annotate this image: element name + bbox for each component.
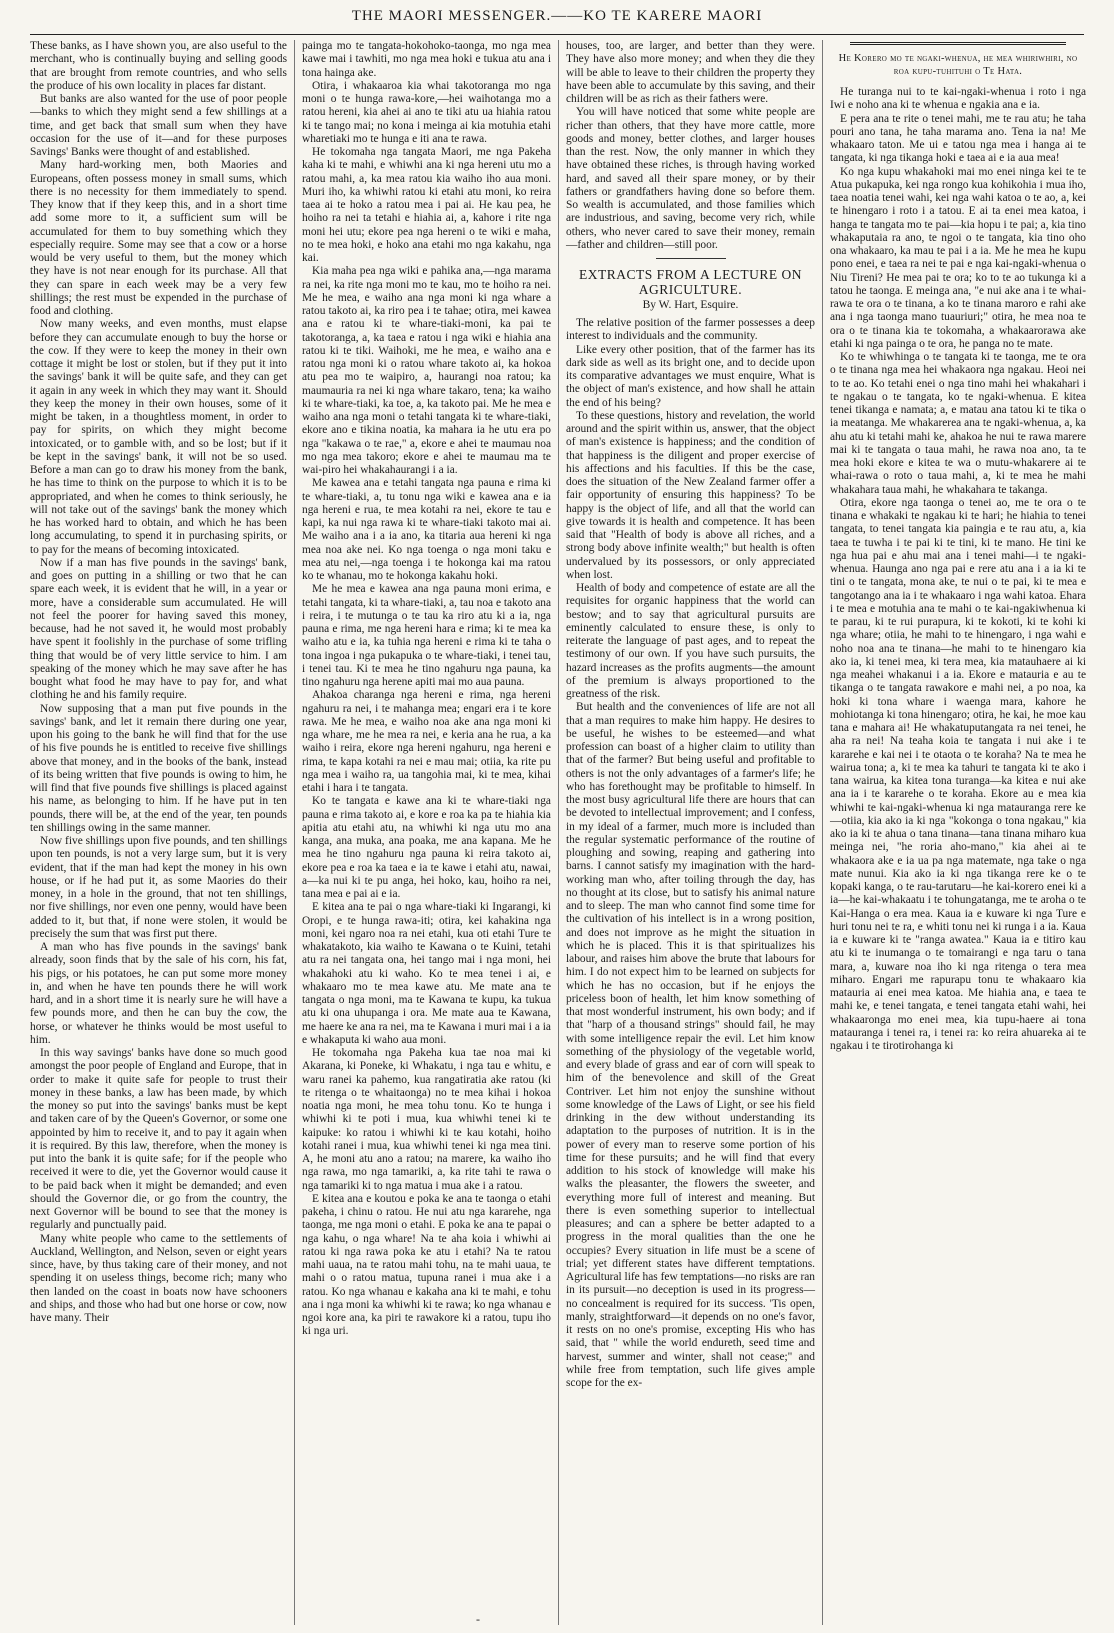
paragraph: He tokomaha nga tangata Maori, me nga Pakeha kaha ki te mahi, e whiwhi ana ki nga hereni utu mo a ratou mahi, a, ka mea ratou kia waiho iho aua moni. Muri iho, ka whiwhi ratou ki etahi atu moni, ko reira taea ai te hoko a ratou mea i pai ai. He kau pea, he hoiho ra nei ta tetahi e hiahia ai, a, kahore i rite nga moni hei utu; ekore pea nga hereni o te wiki e maha, no te mea hoki, e hoko ana etahi mo nga kakahu, nga kai. [302, 146, 551, 264]
paragraph: But banks are also wanted for the use of poor people—banks to which they might send a few shillings at a time, and get back that small sum when they have occasion for the use of it—and for these purposes Savings' Banks were thought of and established. [30, 93, 287, 158]
paragraph: Many hard-working men, both Maories and Europeans, often possess money in small sums, which there is no necessity for them immediately to spend. They know that if they keep this, and in a short time add some more to it, a sufficient sum will be accumulated for them to buy something which they especially require. Some may see that a cow or a horse would be very useful to them, but the money which they have is not near enough for its purchase. All that they can spare in each week may be a very few shillings; the rest must be expended in the purchase of food and clothing. [30, 159, 287, 317]
heading-rule [850, 42, 1066, 45]
paragraph: E kitea ana e koutou e poka ke ana te taonga o etahi pakeha, i chinu o ratou. He nui atu nga kararehe, nga taonga, me nga moni o etahi. E poka ke ana te papai o nga kahu, o nga whare! Na te aha koia i whiwhi ai ratou ki nga rawa poka ke atu i etahi? Na te ratou mahi uaua, na te ratou mahi tohu, na te mahi uaua, te mahi o o ratou matua, tupuna ranei i mua ake i a ratou. Ko nga whanau e kakaha ana ki te mahi, e tohu ana i nga moni ka whiwhi ki te rawa; ko nga whanau e ngoi kore ana, ka piri te rawakore ki a ratou, tupu iho ki nga uri. [302, 1192, 551, 1338]
paragraph: In this way savings' banks have done so much good amongst the poor people of England and Europe, that in order to make it quite safe for people to trust their money in these banks, a law has been made, by which the money so put into the savings' banks must be kept and taken care of by the Queen's Governor, or some one appointed by him to receive it, and to pay it again when it is required. By this law, therefore, when the money is put into the bank it is quite safe; for if the people who received it were to die, yet the Governor would cause it to be paid back when it might be demanded; and even should the Governor die, or go from the country, the next Governor will be bound to see that the money is regularly and punctually paid. [30, 1047, 287, 1232]
paragraph: He turanga nui to te kai-ngaki-whenua i roto i nga Iwi e noho ana ki te whenua e ngakia ana e ia. [830, 86, 1086, 112]
column-1-english-savings-banks [30, 40, 294, 1625]
maori-lecture-body [830, 86, 1086, 1053]
column-3-english-lecture [558, 40, 822, 1625]
paragraph: E kitea ana te pai o nga whare-tiaki ki Ingarangi, ki Oropi, e te hunga rawa-iti; otira, kei kahakina nga moni, kei ngaro noa ra nei etahi, kua oti etahi Ture te whakatakoto, kia waiho te Kawana o te Kuini, tetahi atu ra nei tangata ona, hei tango mai i nga moni, hei whakahoki atu ki waho. Ko te mea tenei i ai, e whakaaro mo te mea kawe atu. Me mate ana te tangata o nga moni, ma te Kawana te kupu, ka tukua atu ki ona uhupanga i ora. Me mate aua te Kawana, me haere ke ana ra nei, ma te Kawana i muri mai i a ia e whakaputa ki waho aua moni. [302, 901, 551, 1046]
paragraph: E pera ana te rite o tenei mahi, me te rau atu; he taha pouri ano tana, he taha marama ano. Tena ia na! Me whakaaro taton. Me ui e tatou nga mea i hanga ai te tangata, ki nga tikanga hoki e taea ai e ia aua mea! [830, 112, 1086, 165]
paragraph: Me kawea ana e tetahi tangata nga pauna e rima ki te whare-tiaki, a, tu tonu nga wiki e kawea ana e ia nga hereni e rua, te mea kotahi ra nei, ekore te tau e kapi, ka nui nga rawa ki te whare-tiaki takoto mai ai. Me waiho ana i a ia ano, ka titaria aua hereni ki nga mea noa ake nei. Ko nga toenga o nga moni taku e mea atu nei,—nga toenga i te hokonga kai ma ratou ko te whanau, mo te hokonga kakahu hoki. [302, 477, 551, 582]
paragraph: But health and the conveniences of life are not all that a man requires to make him happy. He desires to be useful, he wishes to be esteemed—and what profession can boast of a higher claim to utility than that of the farmer? But being useful and profitable to others is not the only advantages of a farmer's life; he who has forethought may be profitable to himself. In the most busy agricultural life there are hours that can be devoted to intellectual improvement; and I confess, in my ideal of a farmer, much more is included than the regular systematic performance of the routine of ploughing and sowing, reaping and gathering into barns. I cannot satisfy my imagination with the hard-working man who, after toiling through the day, has no thought at its close, but to satisfy his animal nature and to sleep. The man who cannot find some time for the cultivation of his intellect is in a wrong position, and does not improve as he might the situation in which he is placed. This it is that spiritualizes his labour, and raises him above the brute that labours for him. I do not expect him to be learned on subjects for which he has no occasion, but if he enjoys the priceless boon of health, let him know something of that most wonderful instrument, his own body; and if that "harp of a thousand strings" should fail, he may with some intelligence repair the evil. Let him know something of the physiology of the vegetable world, and every blade of grass and ear of corn will speak to him of the benevolence and skill of the Great Contriver. Let him not enjoy the sunshine without some knowledge of the Laws of Light, or see his field drinking in the dew without understanding its adaptation to the purposes of nutrition. It is in the power of every man to reserve some portion of his time for these pursuits; and he will find that every addition to his stock of knowledge will make his walks the pleasanter, the flowers the sweeter, and everything more full of interest and meaning. But there is even something superior to intellectual pleasures; and can a sphere be better adapted to a progress in the moral qualities than the one he occupies? Every situation in life must be a scene of trial; yet different states have different temptations. Agricultural life has few temptations—no risks are ran in its pursuit—no deception is used in its progress—no concealment is required for its success. 'Tis open, manly, straightforward—it depends on no one's favor, it rests on no one's promise, excepting His who has said, that " while the world endureth, seed time and harvest, summer and winter, shall not cease;" and while free from temptation, such life gives ample scope for the ex- [566, 701, 815, 1389]
paragraph: Many white people who came to the settlements of Auckland, Wellington, and Nelson, seven or eight years since, have, by thus taking care of their money, and not spending it on useless things, become rich; many who then landed on the coast in boats now have schooners and ships, and those who had but one horse or cow, now have many. Their [30, 1232, 287, 1324]
footer-mark: - [476, 1612, 480, 1626]
lecture-byline: By W. Hart, Esquire. [642, 299, 739, 311]
paragraph: Health of body and competence of estate are all the requisites for organic happiness that the world can bestow; and to say that agricultural pursuits are eminently calculated to ensure these, is only to reiterate the language of past ages, and to repeat the testimony of our own. If you have such pursuits, the hazard increases as the profits augments—the amount of the premium is always proportioned to the greatness of the risk. [566, 582, 815, 700]
paragraph: houses, too, are larger, and better than they were. They have also more money; and when they die they will be able to leave to their children the property they have been able to accumulate by this saving, and their children will be as rich as their fathers were. [566, 40, 815, 105]
paragraph: Otira, ekore nga taonga o tenei ao, me te ora o te tinana e whakaki te ngakau ki te hari; he hiahia to tenei tangata, to tenei tangata kia paingia e te rau atu, a, kia taea te tuwha i te pai ki te tini, ki te mano. He tini ke nga hua pai e ahu mai ana i tenei mahi—i te ngaki-whenua. Haunga ano nga pai e rere atu ana i a ia ki te tini o te tangata, mona ake, te nui o te pai, ki te mea e tangotango ana ia i te whakaaro i nga wahi katoa. Ehara i te mea e motuhia ana te mahi o te kai-ngakiwhenua ki te parau, ki te rui purapura, ki te kokoti, ki te kohi ki nga whare; otiia, he mahi to te hinengaro, i nga wahi e noho noa ana te tinana—he mahi to te hinengaro kia ako ia, ki tenei mea, ki tera mea, kia matauhaere ai ki nga meahei whakanui i a ia. Ekore e matauria e au te tikanga o te tangata rawakore e mahi nei, a po noa, ka hoki ki tona whare i waenga mara, kahore he mohiotanga ki tona hinengaro; otira, he kai, he moe kau tana e mahara ai! He whakatuputangata ra nei tenei, he aha ra nei! Na teaha koia te tangata i nui ake i te kararehe e kai nei i te otaota o te koraha? Na te mea he wairua tona; a, ki te mea ka tahuri te tangata ki te ako i tana wairua, ka kitea tona turanga—ka kitea e nui ake ana ia i te kararehe o te koraha. Ekore au e mea kia whiwhi te kai-ngaki-whenua ki nga matauranga rere ke—otiia, kia ako ia ki nga "kokonga o tona ngakau," kia ako ia ki te ahua o tana tinana—tana tinana miharo kua meinga nei, "he roria aho-mano," kia ahei ai te whakaora ake e ia ua pa nga matemate, nga take o nga mate nunui. Kia ako ia ki nga tikanga rere ke o te kopaki kanga, o te rau-tarutaru—he kai-korero enei ki a ia—he kai-whakaatu i te tohungatanga, me te aroha o te Kai-Hanga o era mea. Kaua ia e kuware ki nga Ture e huri tonu nei te ra, e whiti tonu nei ki runga i a ia. Kaua ia e kuware ki te "ranga awatea." Kaua ia e titiro kau atu ki te inumanga o te tomairangi e nga taru o tana mara, a, kuware noa iho ki nga ritenga o tera mea miharo. Engari me rapurapu tonu te whakaaro kia matauria ai enei mea katoa. Me hiahia ana, e taea te mahi ke, e tenei tangata, e tenei tangata etahi wahi, hei whakaaronga mo enei mea, kia tupu-haere ai tona matauranga i tenei ra, i tenei ra: ko reira ahuareka ai te ngakau i te tirotirohanga ki [830, 496, 1086, 1052]
paragraph: Now supposing that a man put five pounds in the savings' bank, and let it remain there during one year, upon his going to the bank he will find that for the use of his five pounds he is entitled to receive five shillings above that money, and in the books of the bank, instead of its being written that five pounds is owing to him, he will find that five pounds five shillings is placed against his name, as belonging to him. If he have put in ten pounds, there will be, at the end of the year, ten pounds ten shillings owing in the same manner. [30, 702, 287, 834]
paragraph: To these questions, history and revelation, the world around and the spirit within us, answer, that the object of man's existence is happiness; and the condition of that happiness is the diligent and proper exercise of his affections and his faculties. If this be the case, does the situation of the New Zealand farmer offer a fair opportunity of ensuring this happiness? To be happy is the object of life, and all that the world can give towards it is health and competence. It has been said that "Health of body is above all riches, and a strong body above infinite wealth;" but health is often undervalued by its possessors, or only appreciated when lost. [566, 409, 815, 581]
paragraph: Kia maha pea nga wiki e pahika ana,—nga marama ra nei, ka rite nga moni mo te kau, mo te hoiho ra nei. Me he mea, e waiho ana nga moni ki nga whare a ratou takoto ai, ka riro pea i te tahae; otira, mei kawea ana e ratou ki te whare-tiaki-moni, ka pai te takotoranga, a, ka taea e ratou i nga wiki e hiahia ana ratou ki te tiki. Waihoki, me he mea, e waiho ana e ratou nga moni ki o ratou whare takoto ai, ka hokoa atu pea mo te waipiro, a, haurangi noa ratou; ka maumauria ra nei ki nga whare takaro, tena; ka waiho ki te whare-tiaki, ka toe, a, ka takoto pai. Me he mea e waiho ana nga moni o tetahi tangata ki te whare-tiaki, ekore ano e tikina noatia, ka mahara ia he utu era po nga "kakawa o te rae," a, ekore e ahei te maumau noa mo nga mea takoro; ekore e ahei te maumau ma te wai-piro hei whakahaurangi i a ia. [302, 265, 551, 476]
paragraph: These banks, as I have shown you, are also useful to the merchant, who is continually buying and selling goods that are brought from remote countries, and who sells the produce of his own locality in places far distant. [30, 40, 287, 92]
paragraph: Like every other position, that of the farmer has its dark side as well as its bright one, and to decide upon its comparative advantages we must enquire, What is the object of man's existence, and how shall he attain the end of his being? [566, 343, 815, 409]
column-2-maori-savings-banks [294, 40, 558, 1625]
paragraph: painga mo te tangata-hokohoko-taonga, mo nga mea kawe mai i tawhiti, mo nga mea hoki e tukua atu ana i tona hainga ake. [302, 40, 551, 79]
savings-banks-continuation [566, 40, 815, 252]
paragraph: Ahakoa charanga nga hereni e rima, nga hereni ngahuru ra nei, i te mahanga mea; engari era i te kore rawa. Me he mea, e waiho noa ake ana nga moni ki nga whare, me he mea ra nei, e keria ana he rua, a ka waiho i reira, ekore nga hereni ngahuru, nga hereni e rima, te kapa kotahi ra nei e mau mai; otiia, ka rite pu nga mea i waiho ra, ua tangohia mai, ki te mea, kihai etahi i hara i te tangata. [302, 689, 551, 794]
paragraph: The relative position of the farmer possesses a deep interest to individuals and the community. [566, 317, 815, 343]
lecture-headline: EXTRACTS FROM A LECTURE ON AGRICULTURE. [578, 267, 803, 297]
paragraph: Ko te tangata e kawe ana ki te whare-tiaki nga pauna e rima takoto ai, e kore e roa ka pa te hiahia kia apitia atu etahi atu, na whiwhi ki nga utu mo ana kanga, ana muka, ana poaka, me ana kapana. Me he mea he tino ngahuru nga pauna ki reira takoto ai, ekore pea e roa ka taea e ia te kawe i etahi atu, nawai, a—ka nui ki te pu anga, hei hoko, kau, hoiho ra nei, tana mea e pai ai e ia. [302, 795, 551, 900]
maori-lecture-heading: He Korero mo te ngaki-whenua, he mea whiriwhiri, no roa kupu-tuhituhi o Te Hata. [838, 53, 1078, 77]
masthead: THE MAORI MESSENGER.——KO TE KARERE MAORI [30, 8, 1084, 35]
paragraph: Otira, i whakaaroa kia whai takotoranga mo nga moni o te hunga rawa-kore,—hei waihotanga mo a ratou hereni, kia ahei ai ano te tiki atu ua hiahia ratou ki te tango mai; no kona i meinga ai kia motuhia etahi wharetiaki mo te hunga e iti ana te rawa. [302, 79, 551, 145]
paragraph: Now if a man has five pounds in the savings' bank, and goes on putting in a shilling or two that he can spare each week, it is evident that he will, in a year or more, have a considerable sum accumulated. He will not feel the poorer for having saved this money, because, had he not saved it, he would most probably have spent it foolishly in the purchase of some trifling thing that would be of very little service to him. I am speaking of the money which he may save after he has bought what food he may have to pay for, and what clothing he and his family require. [30, 556, 287, 702]
paragraph: Now many weeks, and even months, must elapse before they can accumulate enough to buy the horse or the cow. If they were to keep the money in their own cottage it might be lost or stolen, but if they put it into the savings' bank it will be quite safe, and they can get it again in any week in which they may want it. Should they keep the money in their own houses, some of it might be taken, in a thoughtless moment, in order to pay for spirits, on which they might become intoxicated, or to gamble with, and so be lost; but if it be kept in the savings' bank, it will not be so used. Before a man can go to draw his money from the bank, he has time to think on the purpose to which it is to be appropriated, and when he comes to think seriously, he will not take out of the savings' bank the money which he has worked hard to obtain, and which he has been long accumulating, to spend it in purchasing spirits, or to pay for the means of becoming intoxicated. [30, 318, 287, 556]
columns [30, 40, 1086, 1625]
paragraph: Me he mea e kawea ana nga pauna moni erima, e tetahi tangata, ki ta whare-tiaki, a, tau noa e takoto ana i reira, i te mutunga o te tau ka riro atu ki a ia, nga pauna e rima, me nga hereni hara e rima; ki te mea ka waiho atu e ia, ka tuhia nga hereni e rima ki te taha o tona ingoa i nga pukapuka o te whare-tiaki, i tenei tau, i tenei tau. Ki te mea he tino ngahuru nga pauna, ka tino ngahuru nga herene apiti mai mo aua pauna. [302, 583, 551, 688]
paragraph: He tokomaha nga Pakeha kua tae noa mai ki Akarana, ki Poneke, ki Whakatu, i nga tau e whitu, e waru ranei ka pahemo, kua rangatiratia ake ratou (ki te ritenga o te whaitaonga) no te mea kihai i hokoa noatia nga moni, he mea tohu tonu. Ko te hunga i whiwhi ki te poti i mua, kua whiwhi tenei ki te kaipuke: ko ratou i whiwhi ki te kau kotahi, hoiho kotahi ranei i mua, kua whiwhi tenei ki nga mea tini. A, he moni atu ano a ratou; na marere, ka waiho iho nga rawa, mo nga tamariki, a, ka rite tahi te rawa o nga tamariki ki to nga matua i mua ake i a ratou. [302, 1047, 551, 1192]
paragraph: You will have noticed that some white people are richer than others, that they have more cattle, more goods and money, better clothes, and larger houses than the rest. Now, the only manner in which they have obtained these riches, is through having worked hard, and saved all their spare money, or by their fathers or grandfathers having done so before them. So wealth is accumulated, and those families which are industrious, and saving, become very rich, while others, who never cared to save their money, remain—father and children—still poor. [566, 106, 815, 251]
column-4-maori-lecture [822, 40, 1086, 1625]
section-divider [656, 258, 726, 259]
lecture-body [566, 317, 815, 1390]
paragraph: Now five shillings upon five pounds, and ten shillings upon ten pounds, is not a very large sum, but it is very evident, that if the man had kept the money in his own house, or if he had put it, as some Maories do their money, in a hole in the ground, that not ten shillings, nor five shillings, nor even one penny, would have been added to it, but that, if none were stolen, it would be precisely the sum that was first put there. [30, 835, 287, 940]
paragraph: Ko nga kupu whakahoki mai mo enei ninga kei te te Atua pukapuka, kei nga rongo kua kohikohia i mua iho, taea noatia tenei wahi, kei nga wahi katoa o te ao, a, kei te hinengaro i roto i a tatou. E ai ta enei mea katoa, i hanga te tangata mo te pai—kia hopu i te pai; a, kia tino whakaputaia ra ano, te ngoi o te tangata, kia tino oho ona whakaaro, ka mau te pai i a ia. Me he mea he kupu pono enei, e taea ra nei te pai e nga kai-ngaki-whenua o Niu Tireni? He mea pai te ora; ko to te ao tukunga ki a tatou he taonga. E meinga ana, "e nui ake ana i te whai-rawa te ora o te tinana, a ko te tinana maroro e rahi ake ana i nga taonga mano tuauriuri;" otira, he mea noa te ora o te tinana kia te tokomaha, a whakaarorawa ake etahi ki nga painga o te ora, he panga no te mate. [830, 165, 1086, 350]
paragraph: A man who has five pounds in the savings' bank already, soon finds that by the sale of his corn, his fat, his pigs, or his potatoes, he can put some more money in, and when he have ten pounds there he will work hard, and in a short time it is nearly sure he will have a few pounds more, and then he can buy the cow, the horse, or whatever he thinks would be most useful to him. [30, 941, 287, 1046]
paragraph: Ko te whiwhinga o te tangata ki te taonga, me te ora o te tinana nga mea hei whakaora nga ngakau. Heoi nei to te ao. Ko tetahi enei o nga tino mahi hei whakahari i te ngakau o te tangata, ko te ngaki-whenua. E kitea tenei tikanga e namata; a, e matau ana tatou ki te tika o ia meatanga. Me whakarerea ana te ngaki-whenua, a, ka ahu atu ki tetahi mahi ke, ahakoa he nui te rawa marere mai ki te tangata o taua mahi, he rawa noa ano, ta te mea hoki ekore e kitea te wa o mutu-whakarere ai te whai-rawa o roto o taua mahi, a, ki te mea he mahi whakahara taua mahi, he whakahara te takanga. [830, 351, 1086, 496]
